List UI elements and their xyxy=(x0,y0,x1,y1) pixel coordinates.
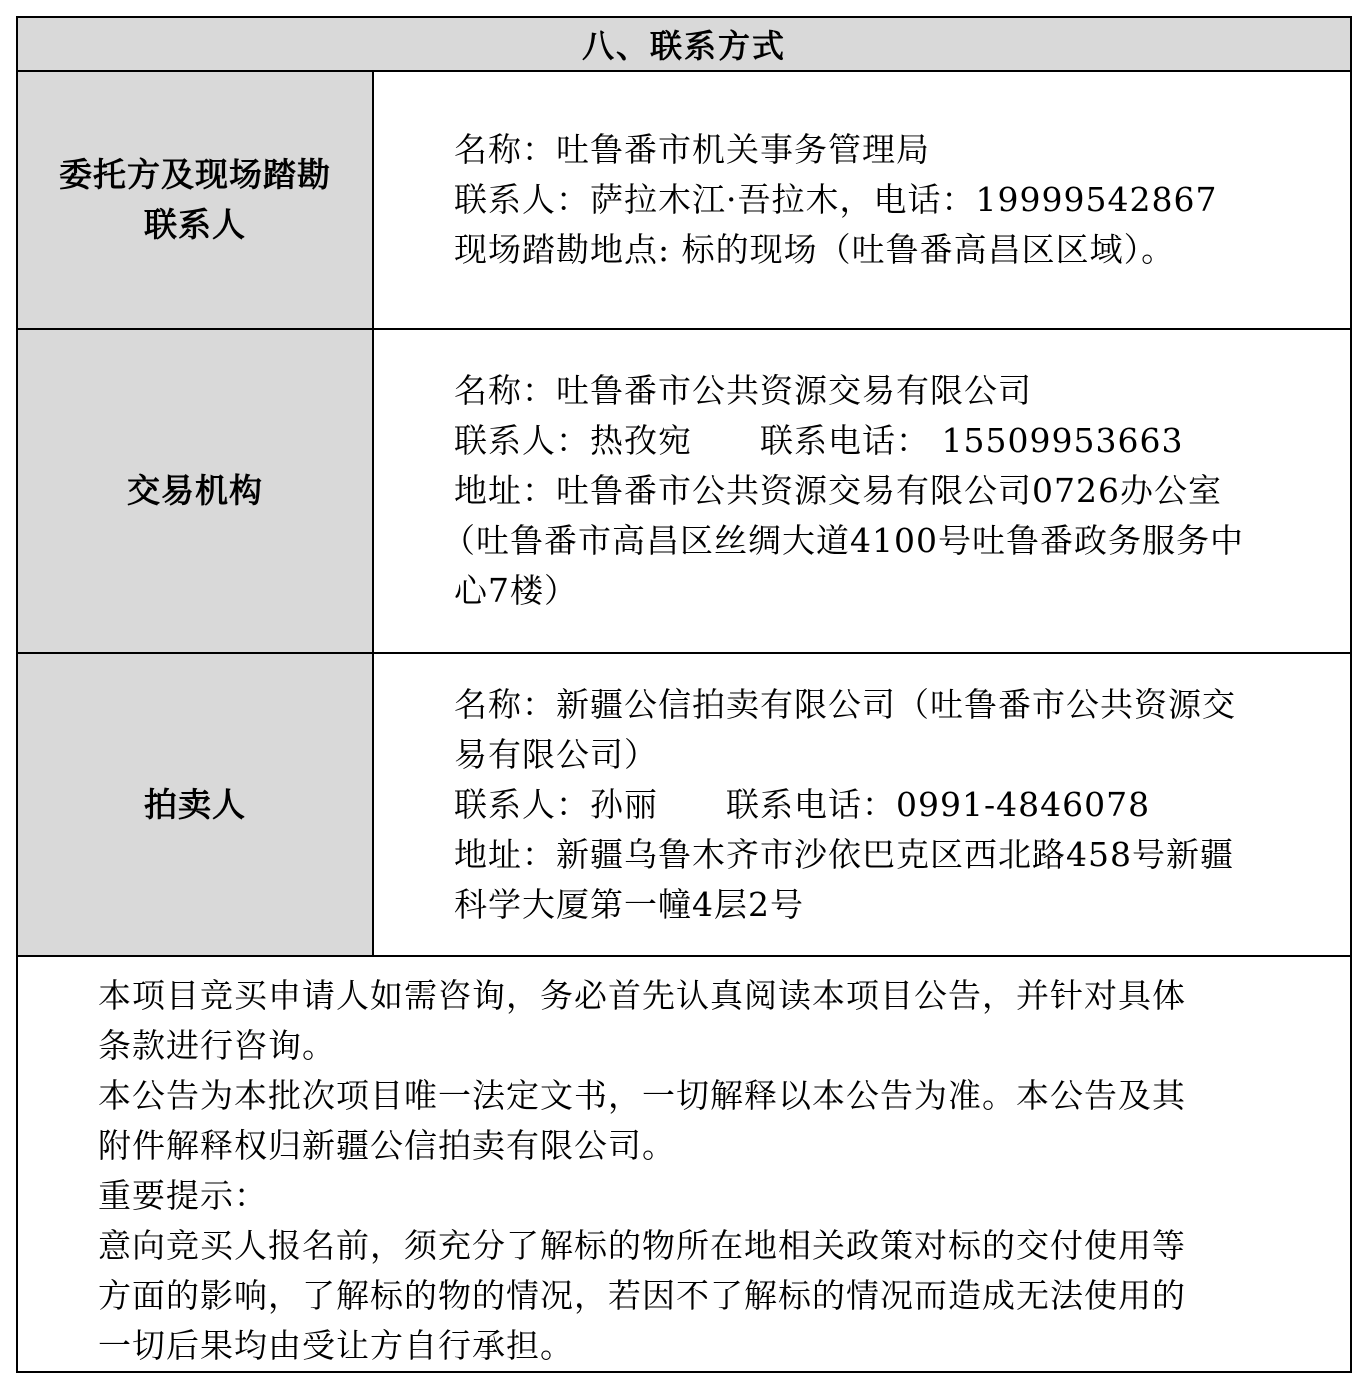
section-title-row xyxy=(18,18,1350,72)
row-label-line: 联系人 xyxy=(144,205,246,244)
entrusting-name: 名称：吐鲁番市机关事务管理局 xyxy=(454,130,930,169)
row-label xyxy=(59,150,331,250)
auctioneer-name: 名称：新疆公信拍卖有限公司（吐鲁番市公共资源交 xyxy=(454,684,1236,724)
note-line: 本公告为本批次项目唯一法定文书，一切解释以本公告为准。本公告及其 xyxy=(98,1076,1186,1115)
institution-name: 名称：吐鲁番市公共资源交易有限公司 xyxy=(454,371,1032,410)
institution-address: 地址：吐鲁番市公共资源交易有限公司0726办公室 xyxy=(454,471,1222,510)
note-line: 重要提示： xyxy=(98,1176,268,1215)
row-label-cell xyxy=(18,654,374,955)
auctioneer-address-cont: 科学大厦第一幢4层2号 xyxy=(454,884,804,924)
institution-address-cont: （吐鲁番市高昌区丝绸大道4100号吐鲁番政务服务中 xyxy=(442,521,1244,560)
section-title: 八、联系方式 xyxy=(581,27,786,65)
auctioneer-address: 地址：新疆乌鲁木齐市沙依巴克区西北路458号新疆 xyxy=(454,834,1234,874)
row-label-line: 委托方及现场踏勘 xyxy=(59,155,331,194)
row-auctioneer xyxy=(18,654,1350,957)
row-label-cell xyxy=(18,72,374,328)
institution-address-cont: 心7楼） xyxy=(454,571,578,610)
row-content-cell xyxy=(374,330,1350,652)
note-line: 条款进行咨询。 xyxy=(98,1026,336,1065)
entrusting-contact: 联系人：萨拉木江·吾拉木，电话：19999542867 xyxy=(454,180,1218,219)
site-inspection-location: 现场踏勘地点: 标的现场（吐鲁番高昌区区域）。 xyxy=(454,230,1176,269)
auctioneer-name-cont: 易有限公司） xyxy=(454,734,658,774)
note-line: 一切后果均由受让方自行承担。 xyxy=(98,1326,574,1365)
row-content-cell xyxy=(374,72,1350,328)
note-line: 方面的影响，了解标的物的情况，若因不了解标的情况而造成无法使用的 xyxy=(98,1276,1186,1315)
institution-contact: 联系人：热孜宛 联系电话： 15509953663 xyxy=(454,421,1184,460)
auctioneer-contact: 联系人：孙丽 联系电话：0991-4846078 xyxy=(454,784,1151,824)
row-label: 交易机构 xyxy=(127,471,263,510)
note-line: 意向竞买人报名前，须充分了解标的物所在地相关政策对标的交付使用等 xyxy=(98,1226,1186,1265)
note-line: 本项目竞买申请人如需咨询，务必首先认真阅读本项目公告，并针对具体 xyxy=(98,976,1186,1015)
row-entrusting-party xyxy=(18,72,1350,330)
contact-table xyxy=(16,16,1352,1373)
notes-section xyxy=(18,957,1350,1371)
row-content-cell xyxy=(374,654,1350,955)
row-label: 拍卖人 xyxy=(144,784,246,824)
row-label-cell xyxy=(18,330,374,652)
row-trading-institution xyxy=(18,330,1350,654)
note-line: 附件解释权归新疆公信拍卖有限公司。 xyxy=(98,1126,676,1165)
